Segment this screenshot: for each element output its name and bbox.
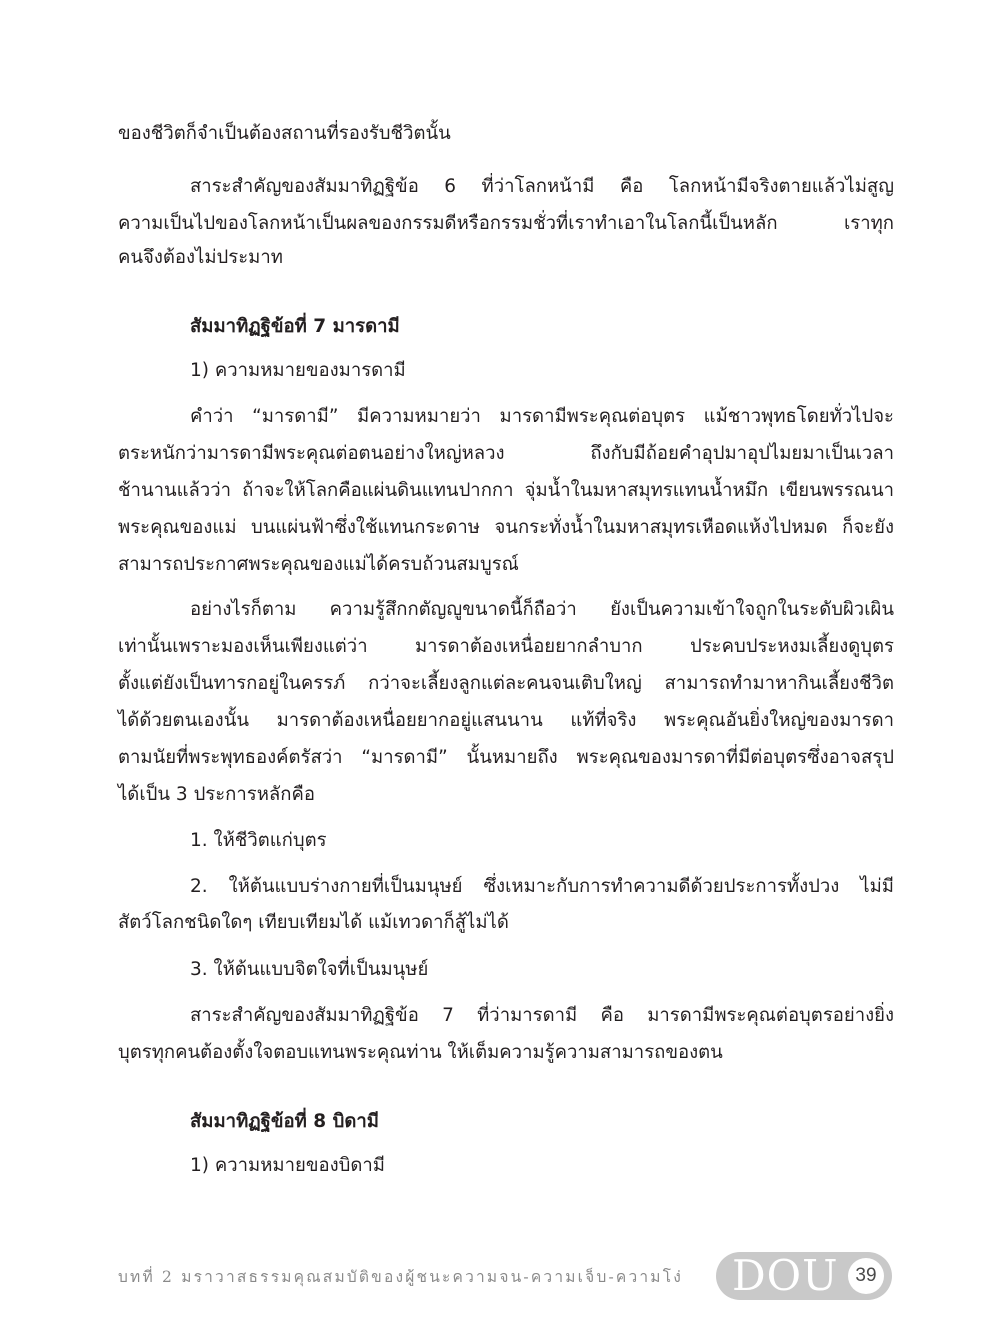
paragraph-line: พระคุณของแม่ บนแผ่นฟ้าซึ่งใช้แทนกระดาษ จนกระทั่งน้ำในมหาสมุทรเหือดแห้งไปหมด ก็จะยัง [118,517,894,538]
paragraph-line: ตามนัยที่พระพุทธองค์ตรัสว่า “มารดามี” นั้นหมายถึง พระคุณของมารดาที่มีต่อบุตรซึ่งอาจสรุป [118,747,894,768]
paragraph-line: สาระสำคัญของสัมมาทิฏฐิข้อ 7 ที่ว่ามารดามี คือ มารดามีพระคุณต่อบุตรอย่างยิ่ง [190,1005,894,1026]
subsection-heading: 1) ความหมายของมารดามี [190,360,406,381]
page-footer [0,1252,1000,1300]
paragraph-line: สัตว์โลกชนิดใดๆ เทียบเทียมได้ แม้เทวดาก็สู้ไม่ได้ [118,912,509,933]
section-heading: สัมมาทิฏฐิข้อที่ 7 มารดามี [190,316,400,337]
paragraph-line: สามารถประกาศพระคุณของแม่ได้ครบถ้วนสมบูรณ์ [118,554,519,575]
list-item: 1. ให้ชีวิตแก่บุตร [190,830,327,851]
paragraph-line: ได้เป็น 3 ประการหลักคือ [118,784,315,805]
paragraph-line: สาระสำคัญของสัมมาทิฏฐิข้อ 6 ที่ว่าโลกหน้ามี คือ โลกหน้ามีจริงตายแล้วไม่สูญ [190,176,894,197]
paragraph-line: คนจึงต้องไม่ประมาท [118,247,283,268]
paragraph-line: ตั้งแต่ยังเป็นทารกอยู่ในครรภ์ กว่าจะเลี้ยงลูกแต่ละคนจนเติบใหญ่ สามารถทำมาหากินเลี้ยงชีวิต [118,673,894,694]
section-heading: สัมมาทิฏฐิข้อที่ 8 บิดามี [190,1111,379,1132]
paragraph-line: เท่านั้นเพราะมองเห็นเพียงแต่ว่า มารดาต้องเหนื่อยยากลำบาก ประคบประหงมเลี้ยงดูบุตร [118,636,894,657]
paragraph-line: ช้านานแล้วว่า ถ้าจะให้โลกคือแผ่นดินแทนปากกา จุ่มน้ำในมหาสมุทรแทนน้ำหมึก เขียนพรรณนา [118,480,894,501]
page-badge [716,1252,892,1300]
page-number: 39 [848,1258,884,1294]
list-item: 2. ให้ต้นแบบร่างกายที่เป็นมนุษย์ ซึ่งเหมาะกับการทำความดีด้วยประการทั้งปวง ไม่มี [190,876,894,897]
dou-logo: DOU [732,1251,839,1300]
paragraph-line: ตระหนักว่ามารดามีพระคุณต่อตนอย่างใหญ่หลวง ถึงกับมีถ้อยคำอุปมาอุปไมยมาเป็นเวลา [118,443,894,464]
paragraph-line: ของชีวิตก็จำเป็นต้องสถานที่รองรับชีวิตนั้น [118,123,451,144]
chapter-running-title: บทที่ 2 มราวาสธรรมคุณสมบัติของผู้ชนะความจน-ความเจ็บ-ความโง่ [118,1268,684,1286]
paragraph-line: คำว่า “มารดามี” มีความหมายว่า มารดามีพระคุณต่อบุตร แม้ชาวพุทธโดยทั่วไปจะ [190,406,894,427]
list-item: 3. ให้ต้นแบบจิตใจที่เป็นมนุษย์ [190,959,429,980]
subsection-heading: 1) ความหมายของบิดามี [190,1155,385,1176]
paragraph-line: ความเป็นไปของโลกหน้าเป็นผลของกรรมดีหรือกรรมชั่วที่เราทำเอาในโลกนี้เป็นหลัก เราทุก [118,213,894,234]
paragraph-line: ได้ด้วยตนเองนั้น มารดาต้องเหนื่อยยากอยู่แสนนาน แท้ที่จริง พระคุณอันยิ่งใหญ่ของมารดา [118,710,894,731]
paragraph-line: อย่างไรก็ตาม ความรู้สึกกตัญญูขนาดนี้ก็ถือว่า ยังเป็นความเข้าใจถูกในระดับผิวเผิน [190,599,894,620]
paragraph-line: บุตรทุกคนต้องตั้งใจตอบแทนพระคุณท่าน ให้เต็มความรู้ความสามารถของตน [118,1042,723,1063]
